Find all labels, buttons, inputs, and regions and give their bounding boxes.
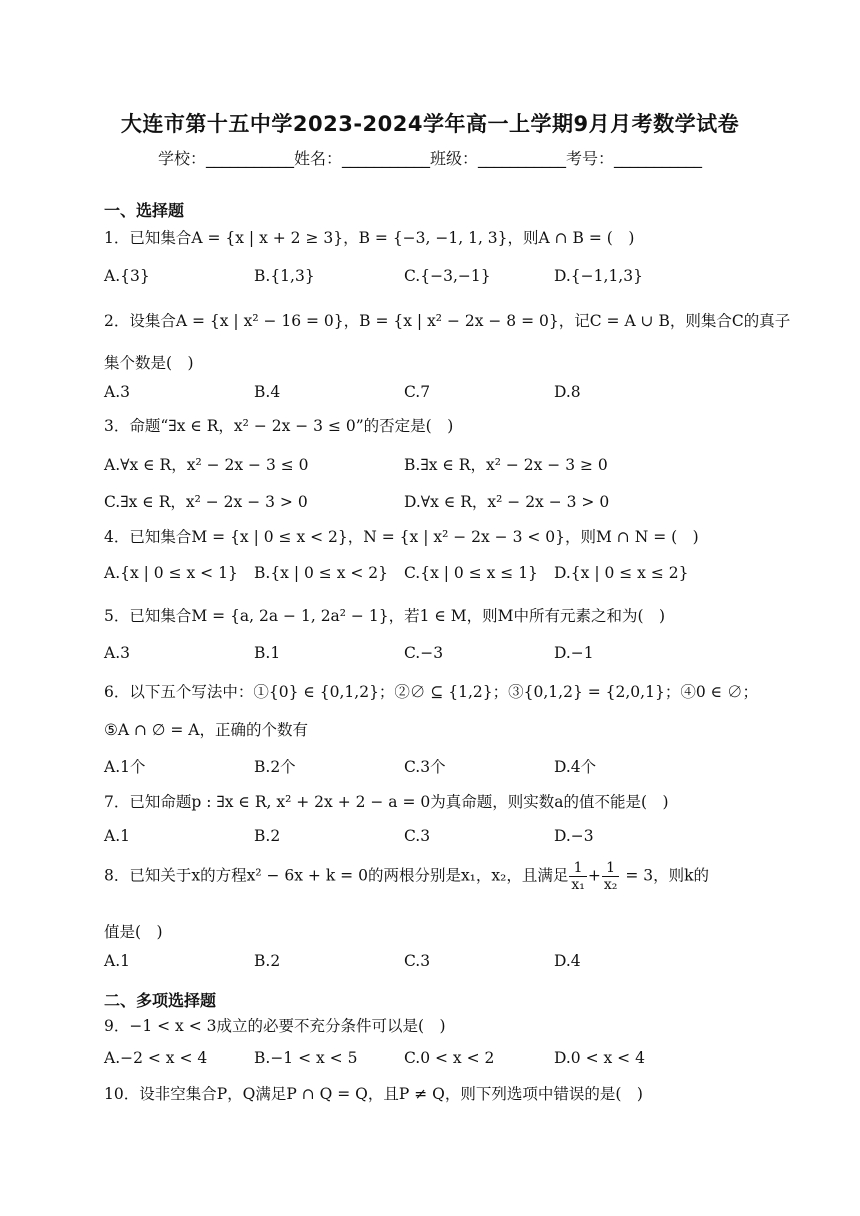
question-5-option-c: C.−3: [404, 644, 444, 662]
question-2-stem: 2．设集合A = {x | x² − 16 = 0}，B = {x | x² − 2x − 8 = 0}，记C = A ∪ B，则集合C的真子: [104, 312, 791, 330]
question-8-option-a: A.1: [104, 952, 130, 970]
question-9-option-b: B.−1 < x < 5: [254, 1049, 358, 1067]
question-5-option-d: D.−1: [554, 644, 594, 662]
fraction-denominator: x₂: [603, 877, 618, 893]
question-5-option-a: A.3: [104, 644, 130, 662]
question-8-option-c: C.3: [404, 952, 431, 970]
question-3-option-b: B.∃x ∈ R，x² − 2x − 3 ≥ 0: [404, 456, 608, 474]
fraction-one-over-x1: [569, 860, 587, 893]
question-3-option-c: C.∃x ∈ R，x² − 2x − 3 > 0: [104, 493, 308, 511]
question-1-option-c: C.{−3,−1}: [404, 267, 491, 285]
question-1-stem: 1．已知集合A = {x | x + 2 ≥ 3}，B = {−3, −1, 1, 3}，则A ∩ B = ( ): [104, 229, 635, 247]
question-7-option-d: D.−3: [554, 827, 594, 845]
question-7-stem: 7．已知命题p : ∃x ∈ R, x² + 2x + 2 − a = 0为真命题，则实数a的值不能是( ): [104, 793, 669, 811]
question-2-stem-cont: 集个数是( ): [104, 354, 194, 372]
question-1-option-d: D.{−1,1,3}: [554, 267, 643, 285]
question-4-stem: 4．已知集合M = {x | 0 ≤ x < 2}，N = {x | x² − 2x − 3 < 0}，则M ∩ N = ( ): [104, 528, 699, 546]
question-9-option-d: D.0 < x < 4: [554, 1049, 645, 1067]
question-7-option-c: C.3: [404, 827, 431, 845]
question-8-stem-cont: 值是( ): [104, 923, 163, 941]
question-3-option-a: A.∀x ∈ R，x² − 2x − 3 ≤ 0: [104, 456, 309, 474]
fraction-one-over-x2: [602, 860, 620, 893]
student-info-line: 学校：___________姓名：___________班级：___________考号：___________: [157, 149, 702, 168]
question-6-stem-cont: ⑤A ∩ ∅ = A，正确的个数有: [104, 721, 308, 739]
fraction-denominator: x₁: [571, 877, 585, 893]
question-6-option-c: C.3个: [404, 758, 446, 776]
question-8-stem-pre: 8．已知关于x的方程x² − 6x + k = 0的两根分别是x₁，x₂，且满足: [104, 866, 569, 885]
question-2-option-d: D.8: [554, 383, 581, 401]
question-7-option-a: A.1: [104, 827, 130, 845]
question-5-option-b: B.1: [254, 644, 281, 662]
question-1-option-b: B.{1,3}: [254, 267, 315, 285]
question-4-option-d: D.{x | 0 ≤ x ≤ 2}: [554, 564, 689, 582]
question-8-stem: 8．已知关于x的方程x² − 6x + k = 0的两根分别是x₁，x₂，且满足 $\frac{1}{\text{x₁}}$ + $\frac{1}{\text{x₂}}$ = 3，则k的: [104, 860, 709, 893]
question-3-option-d: D.∀x ∈ R，x² − 2x − 3 > 0: [404, 493, 610, 511]
question-9-stem: 9．−1 < x < 3成立的必要不充分条件可以是( ): [104, 1017, 446, 1035]
question-4-option-a: A.{x | 0 ≤ x < 1}: [104, 564, 238, 582]
question-9-option-a: A.−2 < x < 4: [104, 1049, 208, 1067]
question-2-option-c: C.7: [404, 383, 431, 401]
question-2-option-b: B.4: [254, 383, 281, 401]
question-8-option-b: B.2: [254, 952, 281, 970]
question-8-stem-post: = 3，则k的: [620, 866, 709, 885]
section-heading-multiple-choice: 二、多项选择题: [104, 991, 217, 1010]
question-4-option-c: C.{x | 0 ≤ x ≤ 1}: [404, 564, 538, 582]
question-6-option-b: B.2个: [254, 758, 296, 776]
question-5-stem: 5．已知集合M = {a, 2a − 1, 2a² − 1}，若1 ∈ M，则M中所有元素之和为( ): [104, 607, 666, 625]
question-6-option-a: A.1个: [104, 758, 146, 776]
question-3-stem: 3．命题“∃x ∈ R，x² − 2x − 3 ≤ 0”的否定是( ): [104, 417, 454, 435]
question-8-option-d: D.4: [554, 952, 581, 970]
fraction-numerator: 1: [602, 860, 620, 877]
question-7-option-b: B.2: [254, 827, 281, 845]
fraction-numerator: 1: [569, 860, 587, 877]
question-6-stem: 6．以下五个写法中：①{0} ∈ {0,1,2}；②∅ ⊆ {1,2}；③{0,1,2} = {2,0,1}；④0 ∈ ∅；: [104, 683, 759, 701]
question-2-option-a: A.3: [104, 383, 130, 401]
question-6-option-d: D.4个: [554, 758, 597, 776]
exam-title: 大连市第十五中学2023-2024学年高一上学期9月月考数学试卷: [120, 112, 740, 136]
question-1-option-a: A.{3}: [104, 267, 150, 285]
question-9-option-c: C.0 < x < 2: [404, 1049, 495, 1067]
section-heading-single-choice: 一、选择题: [104, 201, 185, 220]
question-10-stem: 10．设非空集合P，Q满足P ∩ Q = Q，且P ≠ Q，则下列选项中错误的是( ): [104, 1085, 643, 1103]
question-4-option-b: B.{x | 0 ≤ x < 2}: [254, 564, 389, 582]
